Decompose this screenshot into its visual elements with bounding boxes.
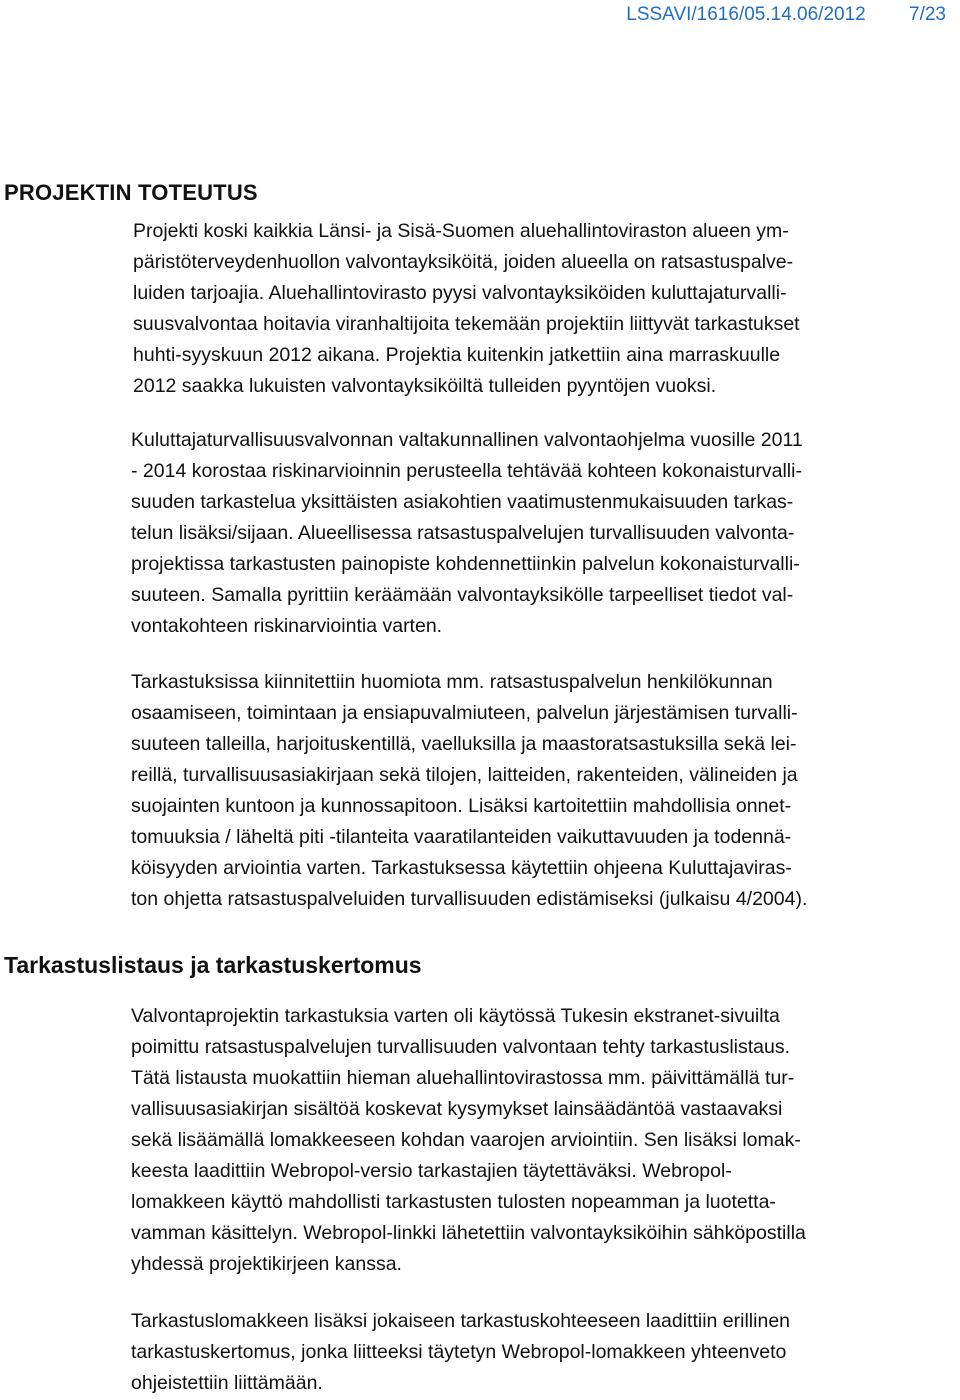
paragraph-checklist: Valvontaprojektin tarkastuksia varten oli käytössä Tukesin ekstranet-sivuilta poimittu ratsastuspalvelujen turvallisuuden valvontaan tehty tarkastuslistaus. Tätä listausta muokattiin hieman aluehallintovirastossa mm. päivittämällä tur- vallisuusasiakirjan sisältöä koskevat kysymykset lainsäädäntöä vastaavaksi sekä lisäämällä lomakkeeseen kohdan vaarojen arviointiin. Sen lisäksi lomak- keesta laadittiin Webropol-versio tarkastajien täytettäväksi. Webropol- lomakkeen käyttö mahdollisti tarkastusten tulosten nopeamman ja luotetta- vamman käsittelyn. Webropol-linkki lähetettiin valvontayksiköihin sähköpostilla yhdessä projektikirjeen kanssa. bbox=[131, 1005, 806, 1275]
page-header bbox=[626, 4, 946, 26]
paragraph-national-programme: Kuluttajaturvallisuusvalvonnan valtakunnallinen valvontaohjelma vuosille 2011 - 2014 korostaa riskinarvioinnin perusteella tehtävää kohteen kokonaisturvalli- suuden tarkastelua yksittäisten asiakohtien vaatimustenmukaisuuden tarkas- telun lisäksi/sijaan. Alueellisessa ratsastuspalvelujen turvallisuuden valvonta- projektissa tarkastusten painopiste kohdennettiinkin palvelun kokonaisturvalli- suuteen. Samalla pyrittiin keräämään valvontayksikölle tarpeelliset tiedot val- vontakohteen riskinarviointia varten. bbox=[131, 429, 803, 637]
page-number: 7/23 bbox=[909, 4, 946, 25]
section-heading: PROJEKTIN TOTEUTUS bbox=[4, 180, 258, 205]
document-reference: LSSAVI/1616/05.14.06/2012 bbox=[626, 4, 866, 25]
paragraph-inspection-focus: Tarkastuksissa kiinnitettiin huomiota mm. ratsastuspalvelun henkilökunnan osaamiseen, toimintaan ja ensiapuvalmiuteen, palvelun järjestämisen turvalli- suuteen talleilla, harjoituskentillä, vaelluksilla ja maastoratsastuksilla sekä lei- reillä, turvallisuusasiakirjaan sekä tilojen, laitteiden, rakenteiden, välineiden ja suojainten kuntoon ja kunnossapitoon. Lisäksi kartoitettiin mahdollisia onnet- tomuuksia / läheltä piti -tilanteita vaaratilanteiden vaikuttavuuden ja todennä- köisyyden arviointia varten. Tarkastuksessa käytettiin ohjeena Kuluttajaviras- ton ohjetta ratsastuspalveluiden turvallisuuden edistämiseksi (julkaisu 4/2004). bbox=[131, 671, 808, 910]
subsection-heading: Tarkastuslistaus ja tarkastuskertomus bbox=[4, 952, 422, 978]
paragraph-inspection-report: Tarkastuslomakkeen lisäksi jokaiseen tarkastuskohteeseen laadittiin erillinen tarkastuskertomus, jonka liitteeksi täytetyn Webropol-lomakkeen yhteenveto ohjeistettiin liittämään. bbox=[131, 1310, 791, 1394]
paragraph-project-scope: Projekti koski kaikkia Länsi- ja Sisä-Suomen aluehallintoviraston alueen ym- päristöterveydenhuollon valvontayksiköitä, joiden alueella on ratsastuspalve- luiden tarjoajia. Aluehallintovirasto pyysi valvontayksiköiden kuluttajaturvalli- suusvalvontaa hoitavia viranhaltijoita tekemään projektiin liittyvät tarkastukset huhti-syyskuun 2012 aikana. Projektia kuitenkin jatkettiin aina marraskuulle 2012 saakka lukuisten valvontayksiköiltä tulleiden pyyntöjen vuoksi. bbox=[133, 220, 800, 397]
